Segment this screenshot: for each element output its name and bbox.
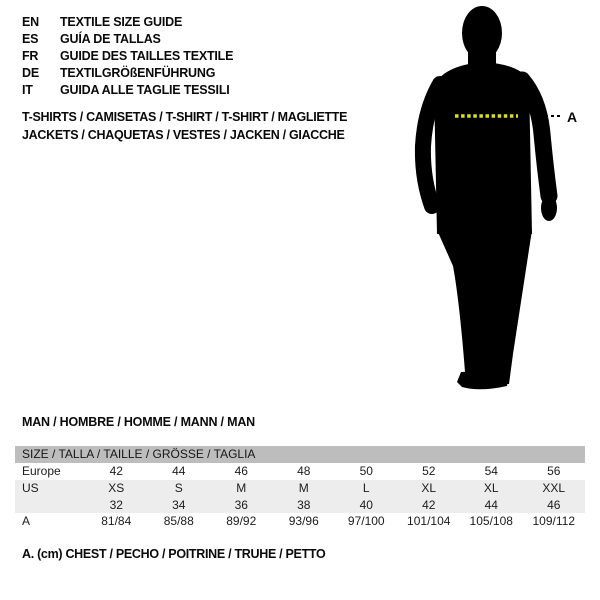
- list-item: [22, 65, 233, 82]
- language-code: DE: [22, 66, 39, 80]
- table-cell: 97/100: [347, 514, 385, 528]
- list-item: [22, 14, 233, 31]
- list-item: [22, 31, 233, 48]
- language-title: GUIDE DES TAILLES TEXTILE: [60, 49, 234, 63]
- language-title: TEXTILGRÖßENFÜHRUNG: [60, 66, 216, 80]
- table-cell: 34: [172, 498, 186, 512]
- table-row-chest-cm: [15, 513, 585, 530]
- table-cell: 50: [359, 464, 373, 478]
- table-cell: 46: [547, 498, 561, 512]
- section-title-man: MAN / HOMBRE / HOMME / MANN / MAN: [22, 415, 255, 429]
- language-code: ES: [22, 32, 39, 46]
- category-line-tshirts: T-SHIRTS / CAMISETAS / T-SHIRT / T-SHIRT / MAGLIETTE: [22, 110, 348, 124]
- garment-categories: [22, 108, 347, 144]
- table-cell: 81/84: [101, 514, 132, 528]
- language-title-list: [22, 14, 233, 99]
- table-cell: XXL: [542, 481, 566, 495]
- table-cell: L: [362, 481, 370, 495]
- table-cell: 44: [484, 498, 498, 512]
- table-cell: 42: [422, 498, 436, 512]
- row-label: A: [22, 514, 31, 528]
- table-cell: 89/92: [226, 514, 257, 528]
- table-cell: 36: [234, 498, 248, 512]
- size-table-header: [15, 446, 585, 463]
- table-cell: 46: [234, 464, 248, 478]
- table-cell: 109/112: [532, 514, 575, 528]
- category-line-jackets: JACKETS / CHAQUETAS / VESTES / JACKEN / GIACCHE: [22, 128, 345, 142]
- measure-label-a: A: [567, 109, 578, 125]
- table-cell: S: [174, 481, 183, 495]
- table-cell: 54: [484, 464, 498, 478]
- measurement-footnote: A. (cm) CHEST / PECHO / POITRINE / TRUHE / PETTO: [22, 547, 326, 561]
- row-label: Europe: [22, 464, 61, 478]
- language-code: EN: [22, 15, 39, 29]
- table-cell: 48: [297, 464, 311, 478]
- list-item: [22, 48, 233, 65]
- table-cell: XS: [108, 481, 125, 495]
- language-code: FR: [22, 49, 39, 63]
- table-cell: 101/104: [407, 514, 451, 528]
- row-label: [15, 497, 85, 513]
- table-cell: 32: [109, 498, 123, 512]
- table-cell: 42: [109, 464, 123, 478]
- table-cell: 52: [422, 464, 436, 478]
- language-title: GUÍA DE TALLAS: [60, 32, 161, 46]
- table-cell: 105/108: [469, 514, 513, 528]
- table-cell: 56: [547, 464, 561, 478]
- table-row-numeric: [15, 497, 585, 513]
- table-cell: 44: [172, 464, 186, 478]
- size-table: [15, 446, 585, 530]
- table-cell: 93/96: [288, 514, 319, 528]
- table-cell: M: [298, 481, 309, 495]
- man-silhouette-figure: [405, 4, 600, 392]
- language-title: GUIDA ALLE TAGLIE TESSILI: [60, 83, 230, 97]
- table-row-us: [15, 480, 585, 497]
- table-cell: 38: [297, 498, 311, 512]
- table-cell: XL: [421, 481, 437, 495]
- table-cell: 85/88: [163, 514, 194, 528]
- row-label: US: [22, 481, 39, 495]
- language-code: IT: [22, 83, 33, 97]
- table-cell: M: [236, 481, 247, 495]
- language-title: TEXTILE SIZE GUIDE: [60, 15, 183, 29]
- table-cell: 40: [359, 498, 373, 512]
- man-silhouette: [423, 6, 557, 389]
- list-item: [22, 82, 233, 99]
- table-row-europe: [15, 463, 585, 480]
- size-table-header-label: SIZE / TALLA / TAILLE / GRÖSSE / TAGLIA: [22, 447, 256, 461]
- table-cell: XL: [483, 481, 499, 495]
